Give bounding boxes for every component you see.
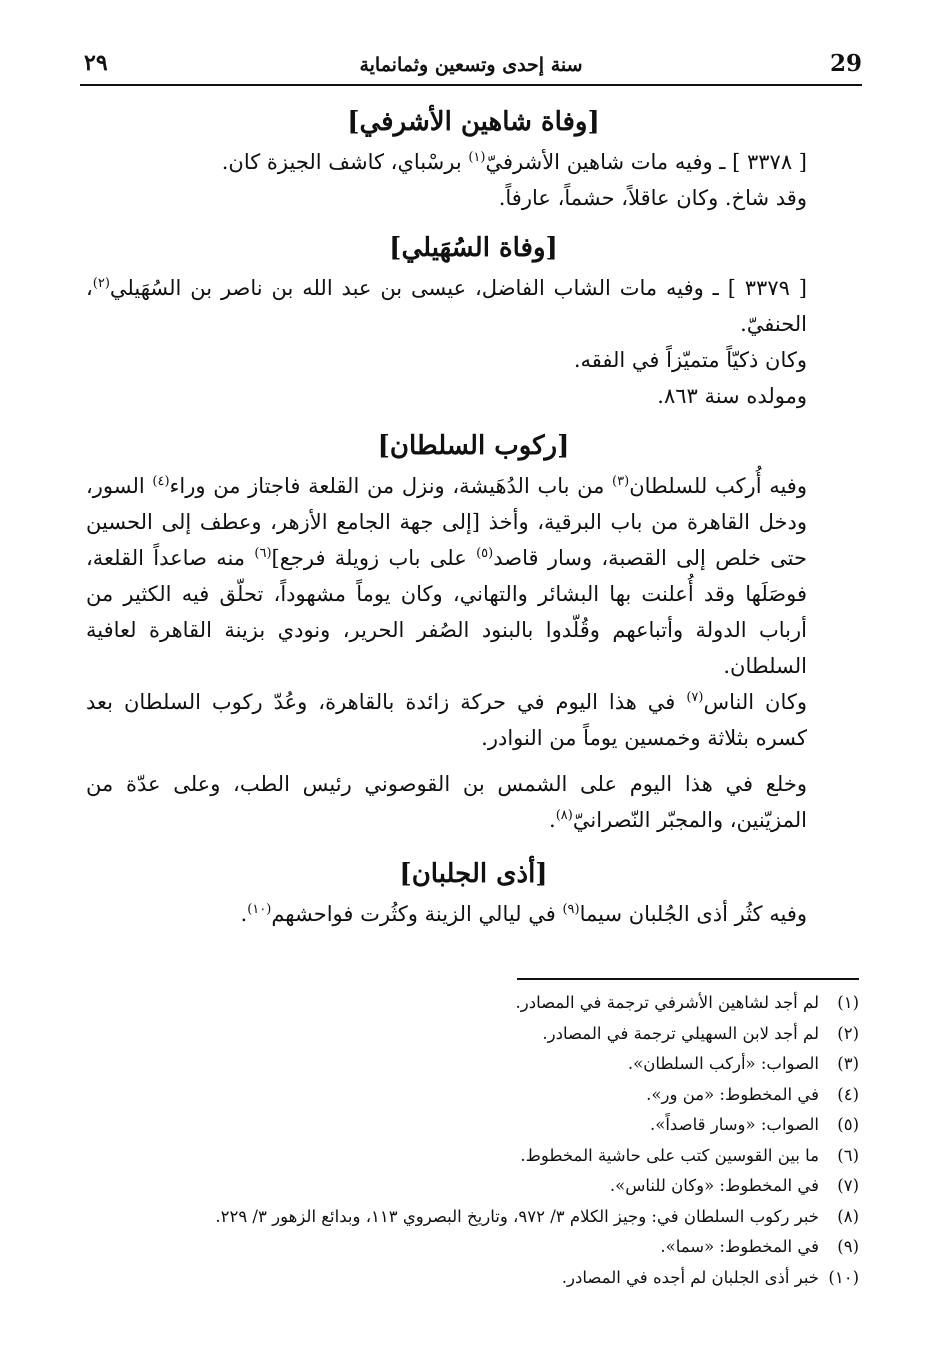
paragraph: وفيه كثُر أذى الجُلبان سيما$^{(٩)}$ في ليالي الزينة وكثُرت فواحشهم$^{(١٠)}$. — [240, 902, 807, 926]
footnote: (١٠)خبر أذى الجلبان لم أجده في المصادر. — [561, 1267, 859, 1287]
paragraph: ومولده سنة ٨٦٣. — [657, 384, 807, 408]
entry-3378: [ ٣٣٧٨ ] ـ وفيه مات شاهين الأشرفيّ$^{(١)}$ برسْباي، كاشف الجيزة كان. — [221, 150, 807, 174]
paragraph: وقد شاخ. وكان عاقلاً، حشماً، عارفاً. — [498, 186, 807, 210]
main-text — [86, 100, 861, 932]
footnote-ref[interactable]: (٤) — [152, 474, 170, 489]
section-heading-sultan-ride: [ركوب السلطان] — [377, 431, 570, 461]
footnote: (٣)الصواب: «أركب السلطان». — [627, 1054, 859, 1073]
page-number-latin: 29 — [829, 50, 862, 77]
footnote-ref[interactable]: (٦) — [254, 546, 272, 561]
section-heading-shahin: [وفاة شاهين الأشرفي] — [347, 107, 600, 137]
footnote: (٤)في المخطوط: «من ور». — [646, 1084, 859, 1104]
footnote: (٩)في المخطوط: «سما». — [660, 1237, 859, 1256]
page-number-arabic: ٢٩ — [84, 50, 108, 76]
footnote: (٢)لم أجد لابن السهيلي ترجمة في المصادر. — [542, 1023, 859, 1043]
footnote-divider — [517, 978, 859, 980]
entry-3379: [ ٣٣٧٩ ] ـ وفيه مات الشاب الفاضل، عيسى بن عبد الله بن ناصر بن السُهَيلي$^{(٢)}$، الحنفيّ. — [86, 276, 807, 336]
paragraph: وكان ذكيّاً متميّزاً في الفقه. — [573, 348, 807, 372]
page-header — [80, 48, 862, 86]
footnote-ref[interactable]: (١) — [468, 150, 486, 165]
paragraph: وكان الناس$^{(٧)}$ في هذا اليوم في حركة زائدة بالقاهرة، وعُدّ ركوب السلطان بعد كسره بثلاثة وخمسين يوماً من النوادر. — [86, 690, 807, 750]
running-title: سنة إحدى وتسعين وثمانماية — [359, 54, 583, 76]
footnote-ref[interactable]: (٣) — [612, 474, 630, 489]
section-heading-julban: [أذى الجلبان] — [399, 859, 548, 889]
section-heading-suhayli: [وفاة السُهَيلي] — [389, 233, 558, 263]
footnote-ref[interactable]: (١٠) — [247, 902, 272, 917]
paragraph: وفيه أُركب للسلطان$^{(٣)}$ من باب الدُهَيشة، ونزل من القلعة فاجتاز من وراء$^{(٤)}$ السور، ودخل القاهرة من باب البرقية، وأخذ [إلى جهة الجامع الأزهر، وعطف إلى الحسين حتى خلص إلى القصبة، وسار قاصد$^{(٥)}$ على باب زويلة فرجع]$^{(٦)}$ منه صاعداً القلعة، فوصَلَها وقد أُعلنت بها البشائر والتهاني، وكان يوماً مشهوداً، تحلّق فيه الكثير من أرباب الدولة وأتباعهم وقُلّدوا بالبنود الصُفر الحرير، ونودي بزينة القاهرة لعافية السلطان. — [86, 474, 807, 678]
paragraph: وخلع في هذا اليوم على الشمس بن القوصوني رئيس الطب، وعلى عدّة من المزيّنين، والمجبّر النّصرانيّ$^{(٨)}$. — [86, 772, 807, 832]
footnote-ref[interactable]: (٨) — [555, 808, 573, 823]
footnotes — [86, 988, 859, 1293]
footnote: (٨)خبر ركوب السلطان في: وجيز الكلام ٣/ ٩٧٢، وتاريخ البصروي ١١٣، وبدائع الزهور ٣/ ٢٢٩. — [215, 1206, 859, 1226]
footnote-ref[interactable]: (٢) — [92, 276, 110, 291]
footnote-ref[interactable]: (٥) — [476, 546, 494, 561]
footnote: (٥)الصواب: «وسار قاصداً». — [649, 1115, 859, 1134]
footnote: (١)لم أجد لشاهين الأشرفي ترجمة في المصادر. — [515, 993, 859, 1012]
footnote-ref[interactable]: (٧) — [686, 690, 704, 705]
footnote-ref[interactable]: (٩) — [562, 902, 580, 917]
footnote: (٧)في المخطوط: «وكان للناس». — [609, 1176, 859, 1195]
footnote: (٦)ما بين القوسين كتب على حاشية المخطوط. — [520, 1145, 859, 1165]
